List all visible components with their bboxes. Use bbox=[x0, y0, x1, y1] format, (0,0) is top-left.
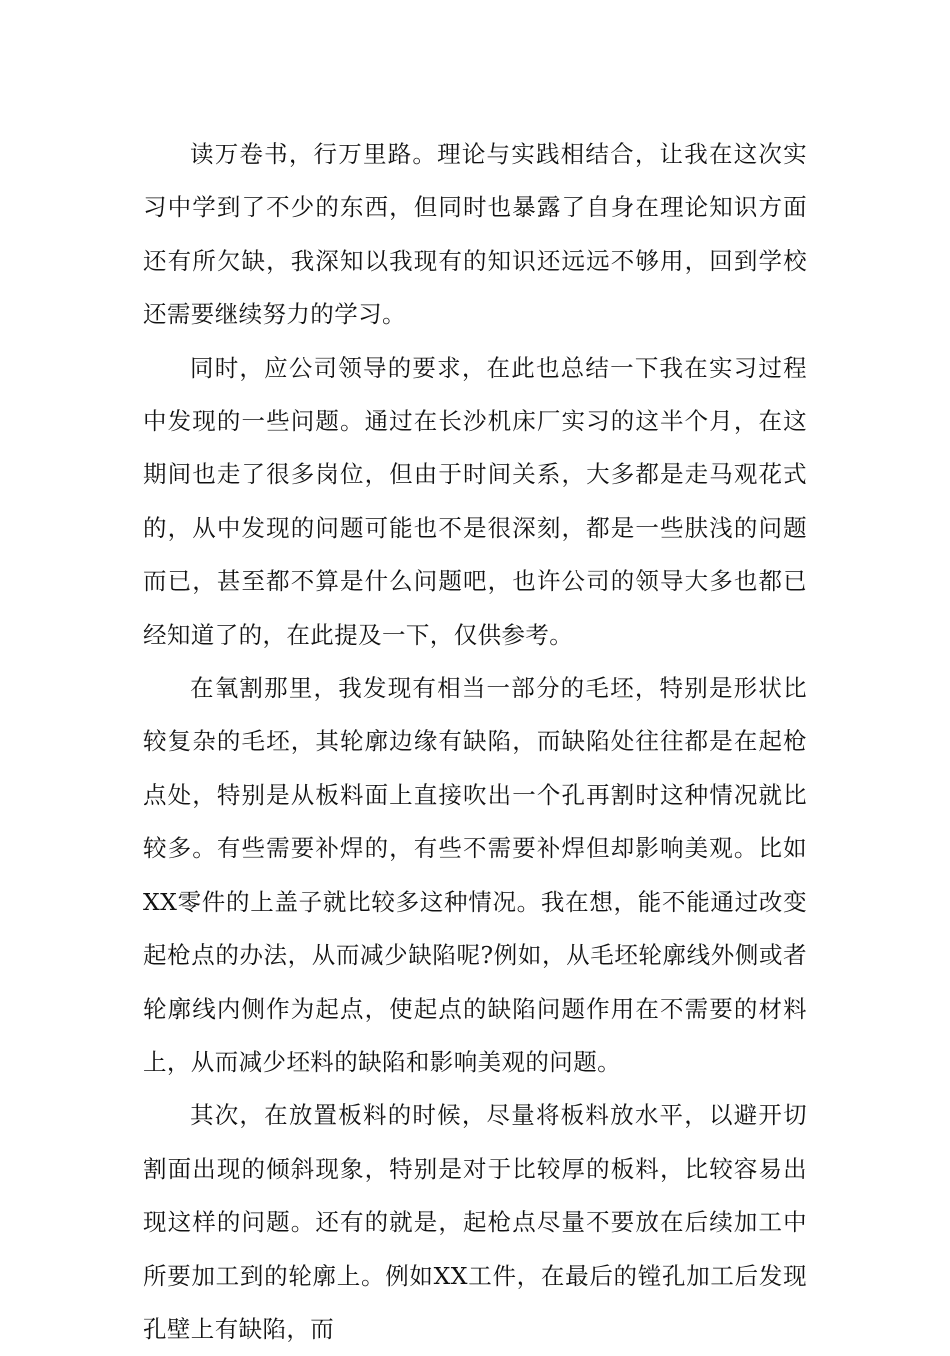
paragraph-4: 其次，在放置板料的时候，尽量将板料放水平，以避开切割面出现的倾斜现象，特别是对于比较厚的板料，比较容易出现这样的问题。还有的就是，起枪点尽量不要放在后续加工中所要加工到的轮廓上。例如XX工件，在最后的镗孔加工后发现孔壁上有缺陷，而 bbox=[143, 1101, 807, 1343]
paragraph-2: 同时，应公司领导的要求，在此也总结一下我在实习过程中发现的一些问题。通过在长沙机床厂实习的这半个月，在这期间也走了很多岗位，但由于时间关系，大多都是走马观花式的，从中发现的问题可能也不是很深刻，都是一些肤浅的问题而已，甚至都不算是什么问题吧，也许公司的领导大多也都已经知道了的，在此提及一下，仅供参考。 bbox=[143, 353, 807, 649]
paragraph-1: 读万卷书，行万里路。理论与实践相结合，让我在这次实习中学到了不少的东西，但同时也暴露了自身在理论知识方面还有所欠缺，我深知以我现有的知识还远远不够用，回到学校还需要继续努力的学习。 bbox=[143, 140, 807, 329]
paragraph-3: 在氧割那里，我发现有相当一部分的毛坯，特别是形状比较复杂的毛坯，其轮廓边缘有缺陷，而缺陷处往往都是在起枪点处，特别是从板料面上直接吹出一个孔再割时这种情况就比较多。有些需要补焊的，有些不需要补焊但却影响美观。比如XX零件的上盖子就比较多这种情况。我在想，能不能通过改变起枪点的办法，从而减少缺陷呢?例如，从毛坯轮廓线外侧或者轮廓线内侧作为起点，使起点的缺陷问题作用在不需要的材料上，从而减少坯料的缺陷和影响美观的问题。 bbox=[143, 674, 807, 1076]
document-body bbox=[143, 128, 807, 1356]
